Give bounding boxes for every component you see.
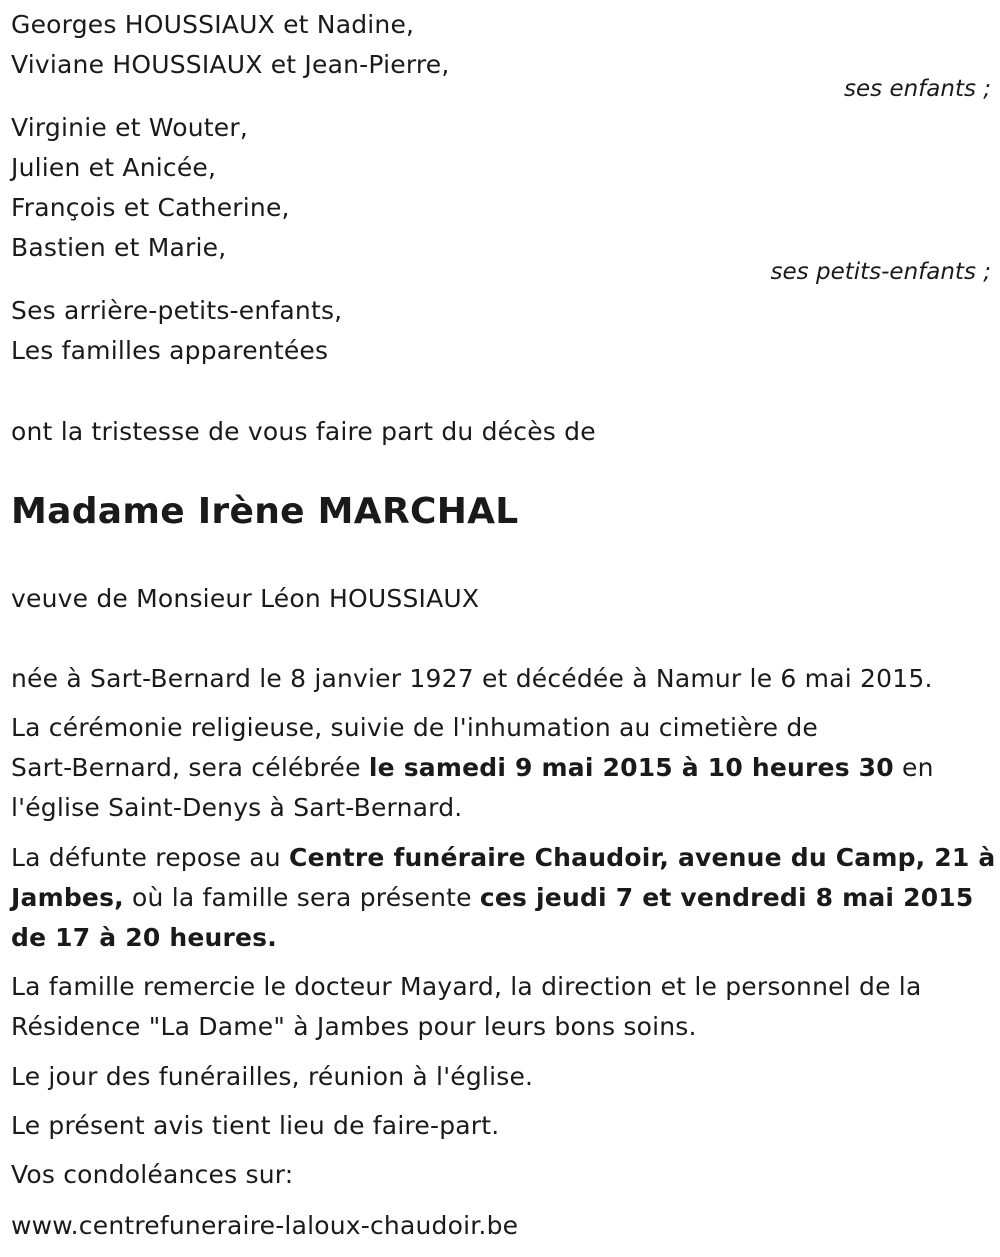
grandchild-line: François et Catherine, <box>11 193 290 222</box>
thanks-line: Résidence "La Dame" à Jambes pour leurs bons soins. <box>11 1012 697 1041</box>
repose-dates: ces jeudi 7 et vendredi 8 mai 2015 <box>479 883 974 912</box>
thanks-paragraph <box>11 967 921 1047</box>
grandchild-line: Virginie et Wouter, <box>11 113 249 142</box>
widow-of-text: veuve de Monsieur Léon HOUSSIAUX <box>11 584 480 613</box>
deceased-name: Madame Irène MARCHAL <box>11 491 519 532</box>
grandchild-line: Bastien et Marie, <box>11 233 227 262</box>
repose-paragraph <box>11 838 995 958</box>
intro-text: ont la tristesse de vous faire part du décès de <box>11 417 596 446</box>
ceremony-text: Sart-Bernard, sera célébrée <box>11 753 369 782</box>
ceremony-line: l'église Saint-Denys à Sart-Bernard. <box>11 793 463 822</box>
repose-hours: de 17 à 20 heures. <box>11 923 277 952</box>
extended-family-block <box>11 291 991 371</box>
repose-location: Jambes, <box>11 883 124 912</box>
ceremony-line <box>11 748 934 788</box>
website-link[interactable]: www.centrefuneraire-laloux-chaudoir.be <box>11 1211 519 1240</box>
repose-line <box>11 878 995 918</box>
repose-line <box>11 918 995 958</box>
grandchildren-tag: ses petits-enfants ; <box>770 259 991 285</box>
funeral-meeting-text: Le jour des funérailles, réunion à l'église. <box>11 1062 534 1091</box>
child-line: Viviane HOUSSIAUX et Jean-Pierre, <box>11 50 450 79</box>
repose-line <box>11 838 995 878</box>
birth-death-text: née à Sart-Bernard le 8 janvier 1927 et décédée à Namur le 6 mai 2015. <box>11 664 933 693</box>
notice-text: Le présent avis tient lieu de faire-part. <box>11 1111 500 1140</box>
thanks-line: La famille remercie le docteur Mayard, la direction et le personnel de la <box>11 972 922 1001</box>
repose-location: Centre funéraire Chaudoir, avenue du Camp, 21 à <box>289 843 996 872</box>
child-line: Georges HOUSSIAUX et Nadine, <box>11 10 415 39</box>
ceremony-paragraph <box>11 708 934 828</box>
ceremony-text: en <box>893 753 934 782</box>
children-tag: ses enfants ; <box>844 76 991 102</box>
extended-line: Ses arrière-petits-enfants, <box>11 296 343 325</box>
repose-text: où la famille sera présente <box>123 883 480 912</box>
ceremony-datetime: le samedi 9 mai 2015 à 10 heures 30 <box>368 753 894 782</box>
repose-text: La défunte repose au <box>11 843 290 872</box>
ceremony-line: La cérémonie religieuse, suivie de l'inhumation au cimetière de <box>11 713 818 742</box>
grandchild-line: Julien et Anicée, <box>11 153 217 182</box>
condolences-label: Vos condoléances sur: <box>11 1160 294 1189</box>
extended-line: Les familles apparentées <box>11 336 329 365</box>
grandchildren-block <box>11 108 991 268</box>
